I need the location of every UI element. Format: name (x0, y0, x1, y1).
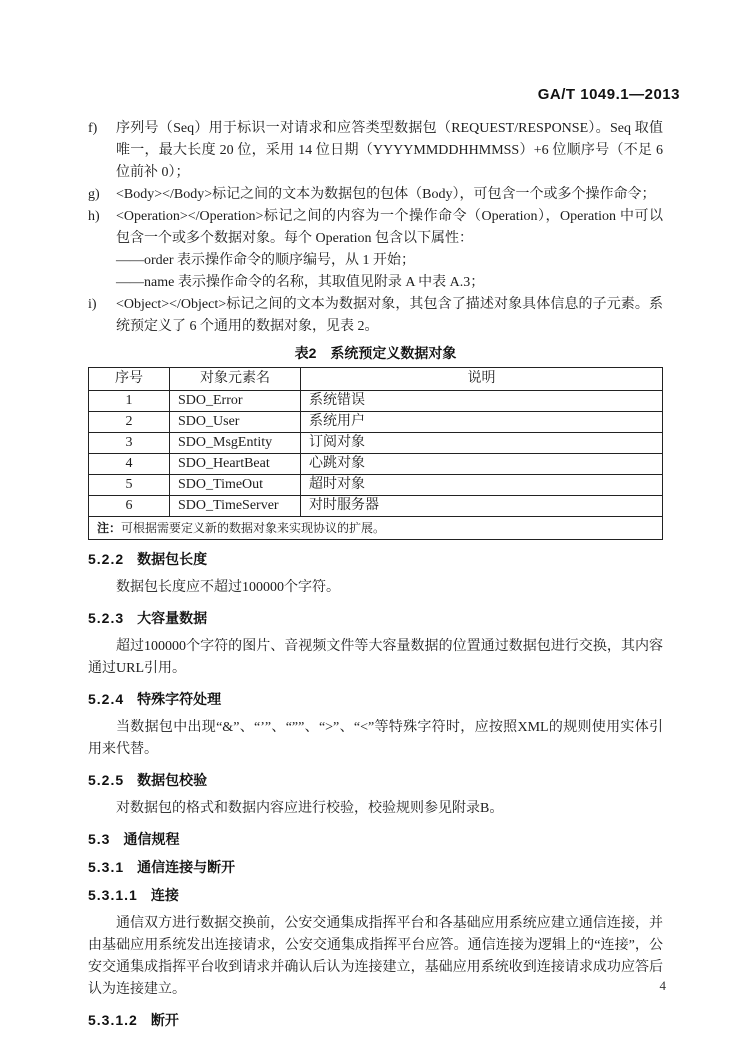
table-header-row (89, 368, 663, 391)
cell-seq: 5 (89, 475, 170, 496)
list-item-label: f) (88, 121, 98, 136)
list-subitem-order: ——order 表示操作命令的顺序编号，从 1 开始； (116, 253, 416, 268)
section-title: 断开 (150, 1012, 179, 1028)
cell-seq: 2 (89, 412, 170, 433)
cell-element-name: SDO_TimeServer (170, 496, 301, 517)
cell-element-name: SDO_Error (170, 391, 301, 412)
table-note-row (89, 517, 663, 540)
section-number: 5.3.1.2 (88, 1012, 138, 1028)
section-heading-5-3-1-1 (88, 886, 663, 904)
page-content (88, 118, 663, 1029)
section-heading-5-3 (88, 830, 663, 848)
list-item-label: i) (88, 297, 97, 312)
cell-description: 系统错误 (301, 391, 663, 412)
list-item-text: <Object></Object>标记之间的文本为数据对象，其包含了描述对象具体信息的子元素。系统预定义了 6 个通用的数据对象，见表 2。 (116, 297, 663, 334)
cell-element-name: SDO_User (170, 412, 301, 433)
cell-description: 对时服务器 (301, 496, 663, 517)
table-note (89, 517, 663, 540)
table-row (89, 475, 663, 496)
table-caption (88, 344, 663, 362)
list-subitem-name: ——name 表示操作命令的名称，其取值见附录 A 中表 A.3； (116, 275, 485, 290)
cell-description: 超时对象 (301, 475, 663, 496)
cell-element-name: SDO_TimeOut (170, 475, 301, 496)
section-number: 5.2.5 (88, 772, 125, 788)
section-title: 通信连接与断开 (137, 859, 236, 875)
definition-list (88, 118, 663, 338)
section-title: 通信规程 (123, 831, 180, 847)
section-heading-5-3-1-2 (88, 1011, 663, 1029)
column-header-seq: 序号 (89, 368, 170, 391)
standard-number: GA/T 1049.1—2013 (537, 86, 680, 103)
page-number: 4 (659, 978, 666, 993)
section-title: 连接 (150, 887, 179, 903)
section-number: 5.3 (88, 831, 111, 847)
table-note-label: 注： (97, 521, 122, 535)
cell-seq: 6 (89, 496, 170, 517)
cell-description: 心跳对象 (301, 454, 663, 475)
section-heading-5-3-1 (88, 858, 663, 876)
section-heading-5-2-2 (88, 550, 663, 568)
section-paragraph: 通信双方进行数据交换前，公安交通集成指挥平台和各基础应用系统应建立通信连接，并由基础应用系统发出连接请求，公安交通集成指挥平台应答。通信连接为逻辑上的“连接”，公安交通集成指挥平台收到请求并确认后认为连接建立，基础应用系统收到连接请求成功应答后认为连接建立。 (88, 916, 663, 997)
cell-seq: 1 (89, 391, 170, 412)
cell-element-name: SDO_HeartBeat (170, 454, 301, 475)
list-item-text: <Body></Body>标记之间的文本为数据包的包体（Body），可包含一个或多个操作命令； (116, 187, 656, 202)
table-caption-label: 表2 (294, 345, 317, 361)
table-row (89, 412, 663, 433)
cell-element-name: SDO_MsgEntity (170, 433, 301, 454)
column-header-description: 说明 (301, 368, 663, 391)
cell-seq: 3 (89, 433, 170, 454)
section-number: 5.3.1.1 (88, 887, 138, 903)
list-item-h (88, 206, 663, 294)
section-paragraph: 数据包长度应不超过100000个字符。 (116, 580, 340, 595)
section-title: 数据包长度 (137, 551, 208, 567)
list-item-label: h) (88, 209, 100, 224)
section-heading-5-2-3 (88, 609, 663, 627)
list-item-main-text: <Operation></Operation>标记之间的内容为一个操作命令（Operation），Operation 中可以包含一个或多个数据对象。每个 Operation 包含以下属性： (116, 209, 663, 246)
section-title: 大容量数据 (137, 610, 208, 626)
section-heading-5-2-4 (88, 690, 663, 708)
section-number: 5.2.4 (88, 691, 125, 707)
section-heading-5-2-5 (88, 771, 663, 789)
section-number: 5.3.1 (88, 859, 125, 875)
list-item-g (88, 184, 663, 206)
section-number: 5.2.2 (88, 551, 125, 567)
list-item-f (88, 118, 663, 184)
cell-seq: 4 (89, 454, 170, 475)
section-title: 特殊字符处理 (137, 691, 222, 707)
predefined-objects-table (88, 367, 663, 540)
column-header-element-name: 对象元素名 (170, 368, 301, 391)
table-caption-title: 系统预定义数据对象 (330, 345, 457, 361)
section-paragraph: 对数据包的格式和数据内容应进行校验，校验规则参见附录B。 (116, 801, 504, 816)
section-number: 5.2.3 (88, 610, 125, 626)
table-row (89, 433, 663, 454)
section-paragraph: 当数据包中出现“&”、“’”、“””、“>”、“<”等特殊字符时，应按照XML的规则使用实体引用来代替。 (88, 720, 663, 757)
table-row (89, 391, 663, 412)
list-item-i (88, 294, 663, 338)
list-item-label: g) (88, 187, 100, 202)
section-title: 数据包校验 (137, 772, 208, 788)
list-item-text (116, 206, 663, 294)
table-row (89, 496, 663, 517)
list-item-text: 序列号（Seq）用于标识一对请求和应答类型数据包（REQUEST/RESPONSE）。Seq 取值唯一，最大长度 20 位，采用 14 位日期（YYYYMMDDHHMMSS）+6 位顺序号（不足 6 位前补 0）； (116, 121, 663, 180)
table-note-text: 可根据需要定义新的数据对象来实现协议的扩展。 (121, 521, 386, 535)
cell-description: 订阅对象 (301, 433, 663, 454)
cell-description: 系统用户 (301, 412, 663, 433)
section-paragraph: 超过100000个字符的图片、音视频文件等大容量数据的位置通过数据包进行交换，其内容通过URL引用。 (88, 639, 663, 676)
table-row (89, 454, 663, 475)
